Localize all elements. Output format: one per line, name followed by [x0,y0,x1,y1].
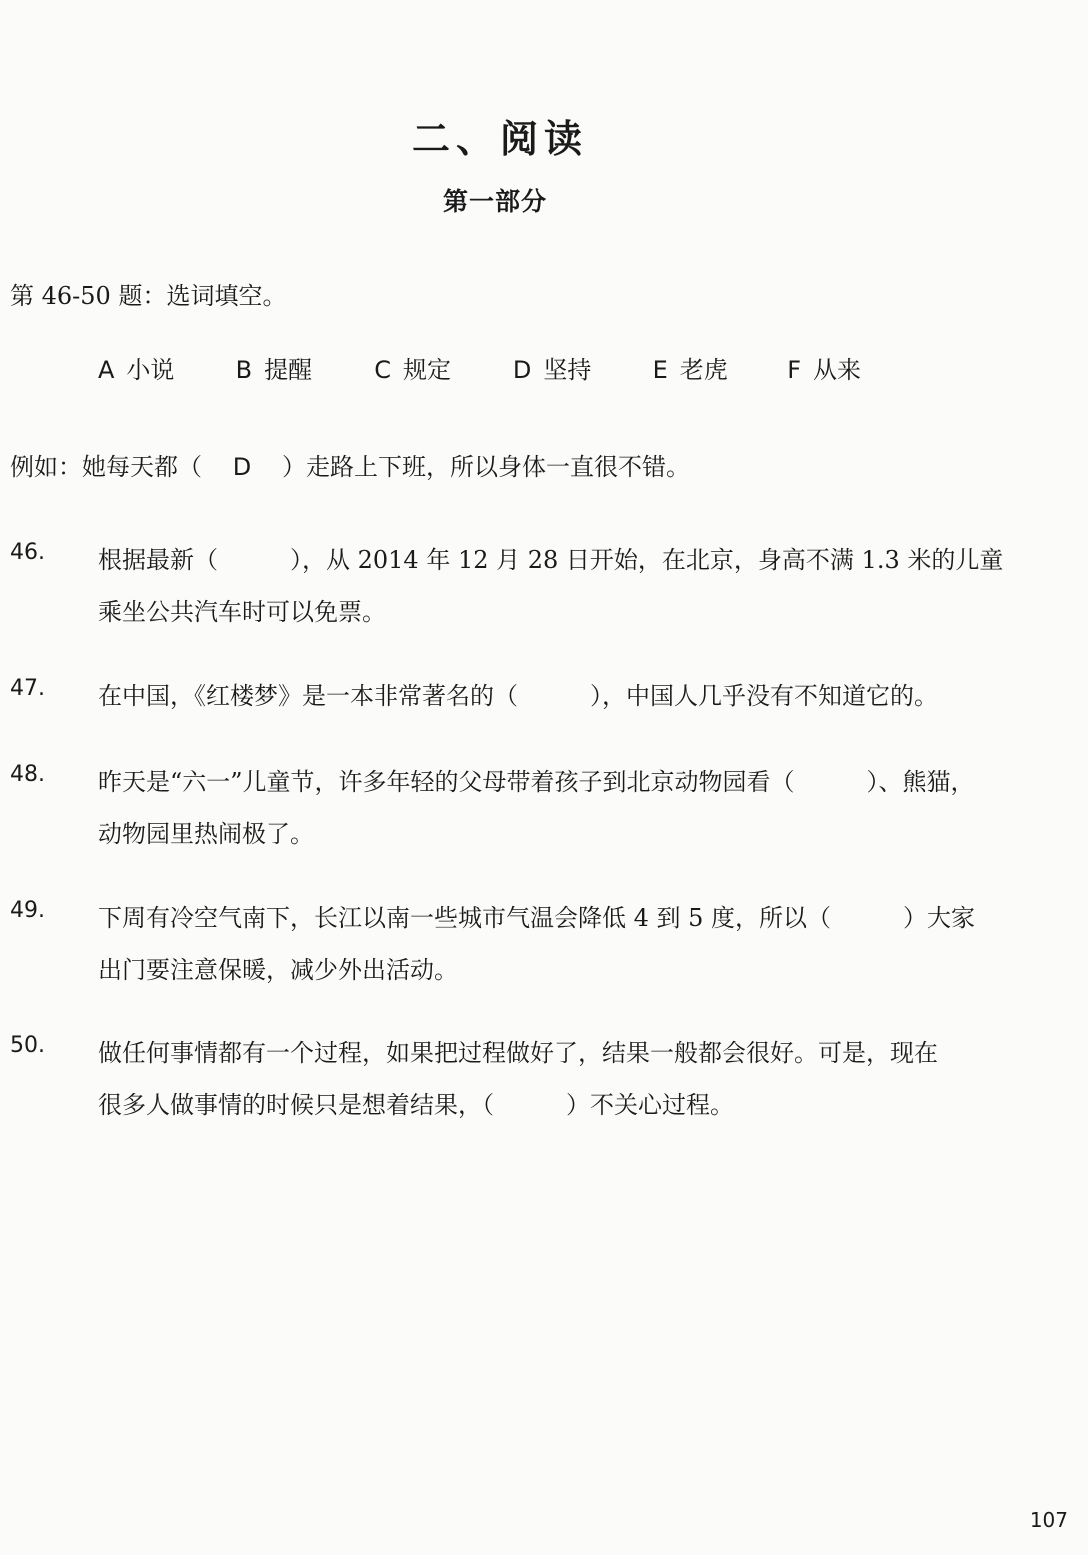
question-number: 46. [10,540,45,565]
example-sentence: 例如：她每天都（ D ）走路上下班，所以身体一直很不错。 [10,453,690,481]
word-options [98,350,861,385]
question-text: 根据最新（ ），从 2014 年 12 月 28 日开始，在北京，身高不满 1.3 米的儿童 [98,546,1004,574]
question-text: 很多人做事情的时候只是想着结果，（ ）不关心过程。 [98,1091,734,1119]
option-e: E 老虎 [652,356,728,384]
question-text: 出门要注意保暖，减少外出活动。 [98,956,458,984]
question-text: 下周有冷空气南下，长江以南一些城市气温会降低 4 到 5 度，所以（ ）大家 [98,904,976,932]
question-number: 48. [10,762,45,787]
option-a: A 小说 [98,356,175,384]
question-number: 47. [10,676,45,701]
question-text: 在中国，《红楼梦》是一本非常著名的（ ），中国人几乎没有不知道它的。 [98,682,938,710]
instruction: 第 46-50 题：选词填空。 [10,282,287,310]
question-text: 动物园里热闹极了。 [98,820,314,848]
option-d: D 坚持 [512,356,592,384]
part-title: 第一部分 [442,187,547,216]
option-c: C 规定 [374,356,452,384]
example-answer: D [232,453,252,481]
question-text: 做任何事情都有一个过程，如果把过程做好了，结果一般都会很好。可是，现在 [98,1039,938,1067]
option-b: B 提醒 [235,356,313,384]
question-text: 乘坐公共汽车时可以免票。 [98,598,386,626]
page-number: 107 [1029,1508,1068,1532]
question-number: 49. [10,898,45,923]
option-f: F 从来 [787,356,862,384]
section-title: 二、阅读 [411,116,588,161]
question-text: 昨天是“六一”儿童节，许多年轻的父母带着孩子到北京动物园看（ ）、熊猫， [98,768,975,796]
question-number: 50. [10,1033,45,1058]
